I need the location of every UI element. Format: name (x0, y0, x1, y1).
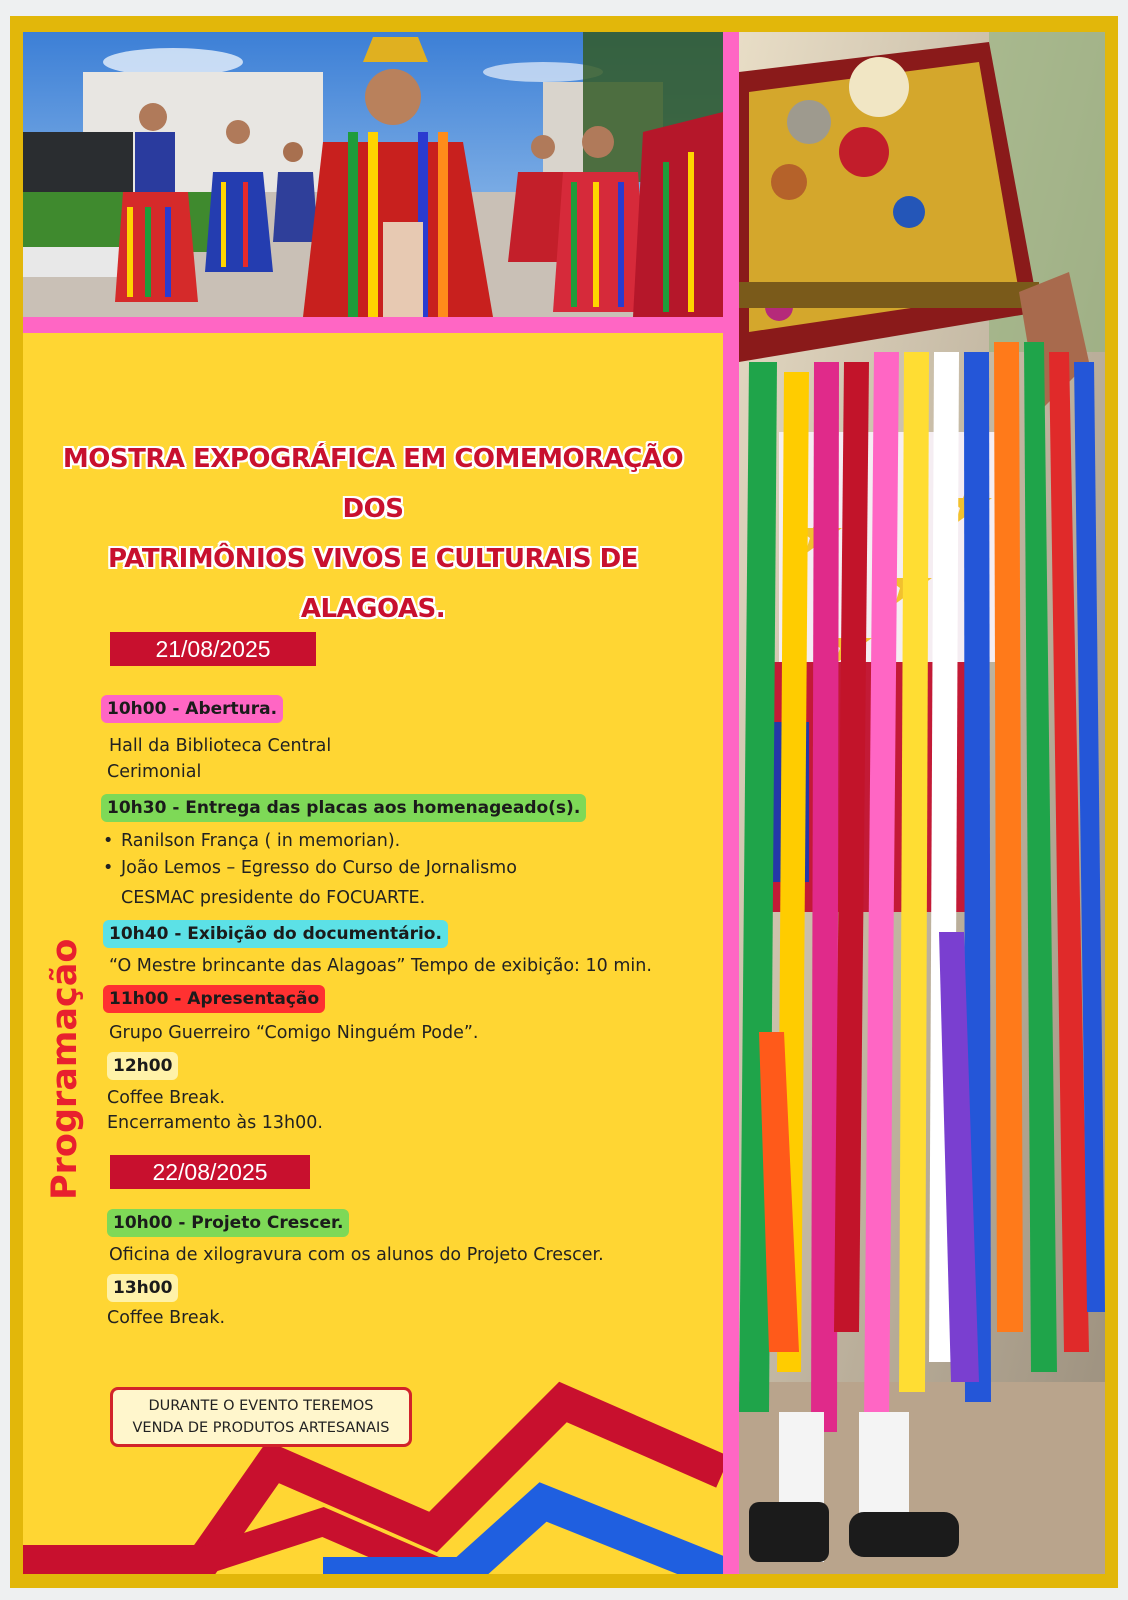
coffee-break-line-day2: Coffee Break. (107, 1308, 226, 1328)
date-badge-day2: 22/08/2025 (110, 1155, 310, 1189)
photo-ribbon-costume (739, 32, 1105, 1574)
photo-dancers-street (23, 32, 723, 317)
time-pill-apresentacao: 11h00 - Apresentação (103, 985, 325, 1013)
documentario-line: “O Mestre brincante das Alagoas” Tempo de exibição: 10 min. (109, 956, 652, 976)
abertura-line-1: Hall da Biblioteca Central (109, 736, 332, 756)
time-pill-12h00: 12h00 (107, 1052, 178, 1080)
pink-divider-horizontal (23, 317, 723, 333)
date-badge-day1: 21/08/2025 (110, 632, 316, 666)
notice-box (110, 1387, 412, 1447)
list-item: • João Lemos – Egresso do Curso de Jornalismo (101, 855, 517, 882)
time-pill-13h00: 13h00 (107, 1274, 178, 1302)
apresentacao-line: Grupo Guerreiro “Comigo Ninguém Pode”. (109, 1023, 479, 1043)
abertura-line-2: Cerimonial (107, 762, 202, 782)
programacao-label: Programação (45, 938, 85, 1200)
encerramento-line: Encerramento às 13h00. (107, 1113, 323, 1133)
pink-divider-vertical (723, 32, 739, 1574)
honoree-continuation: CESMAC presidente do FOCUARTE. (121, 888, 426, 908)
poster (23, 32, 1105, 1574)
list-item: • Ranilson França ( in memorian). (101, 828, 517, 855)
title-line-2: PATRIMÔNIOS VIVOS E CULTURAIS DE ALAGOAS. (108, 544, 638, 624)
time-pill-documentario: 10h40 - Exibição do documentário. (103, 920, 448, 948)
notice-line-2: VENDA DE PRODUTOS ARTESANAIS (132, 1420, 390, 1436)
projeto-crescer-line: Oficina de xilogravura com os alunos do Projeto Crescer. (109, 1245, 604, 1265)
notice-line-1: DURANTE O EVENTO TEREMOS (148, 1398, 374, 1414)
poster-title (53, 434, 693, 634)
time-pill-entrega: 10h30 - Entrega das placas aos homenageado(s). (101, 794, 586, 822)
title-line-1: MOSTRA EXPOGRÁFICA EM COMEMORAÇÃO DOS (62, 444, 684, 524)
time-pill-abertura: 10h00 - Abertura. (101, 695, 283, 723)
time-pill-projeto-crescer: 10h00 - Projeto Crescer. (107, 1209, 349, 1237)
coffee-break-line: Coffee Break. (107, 1088, 226, 1108)
honorees-list (101, 828, 517, 882)
